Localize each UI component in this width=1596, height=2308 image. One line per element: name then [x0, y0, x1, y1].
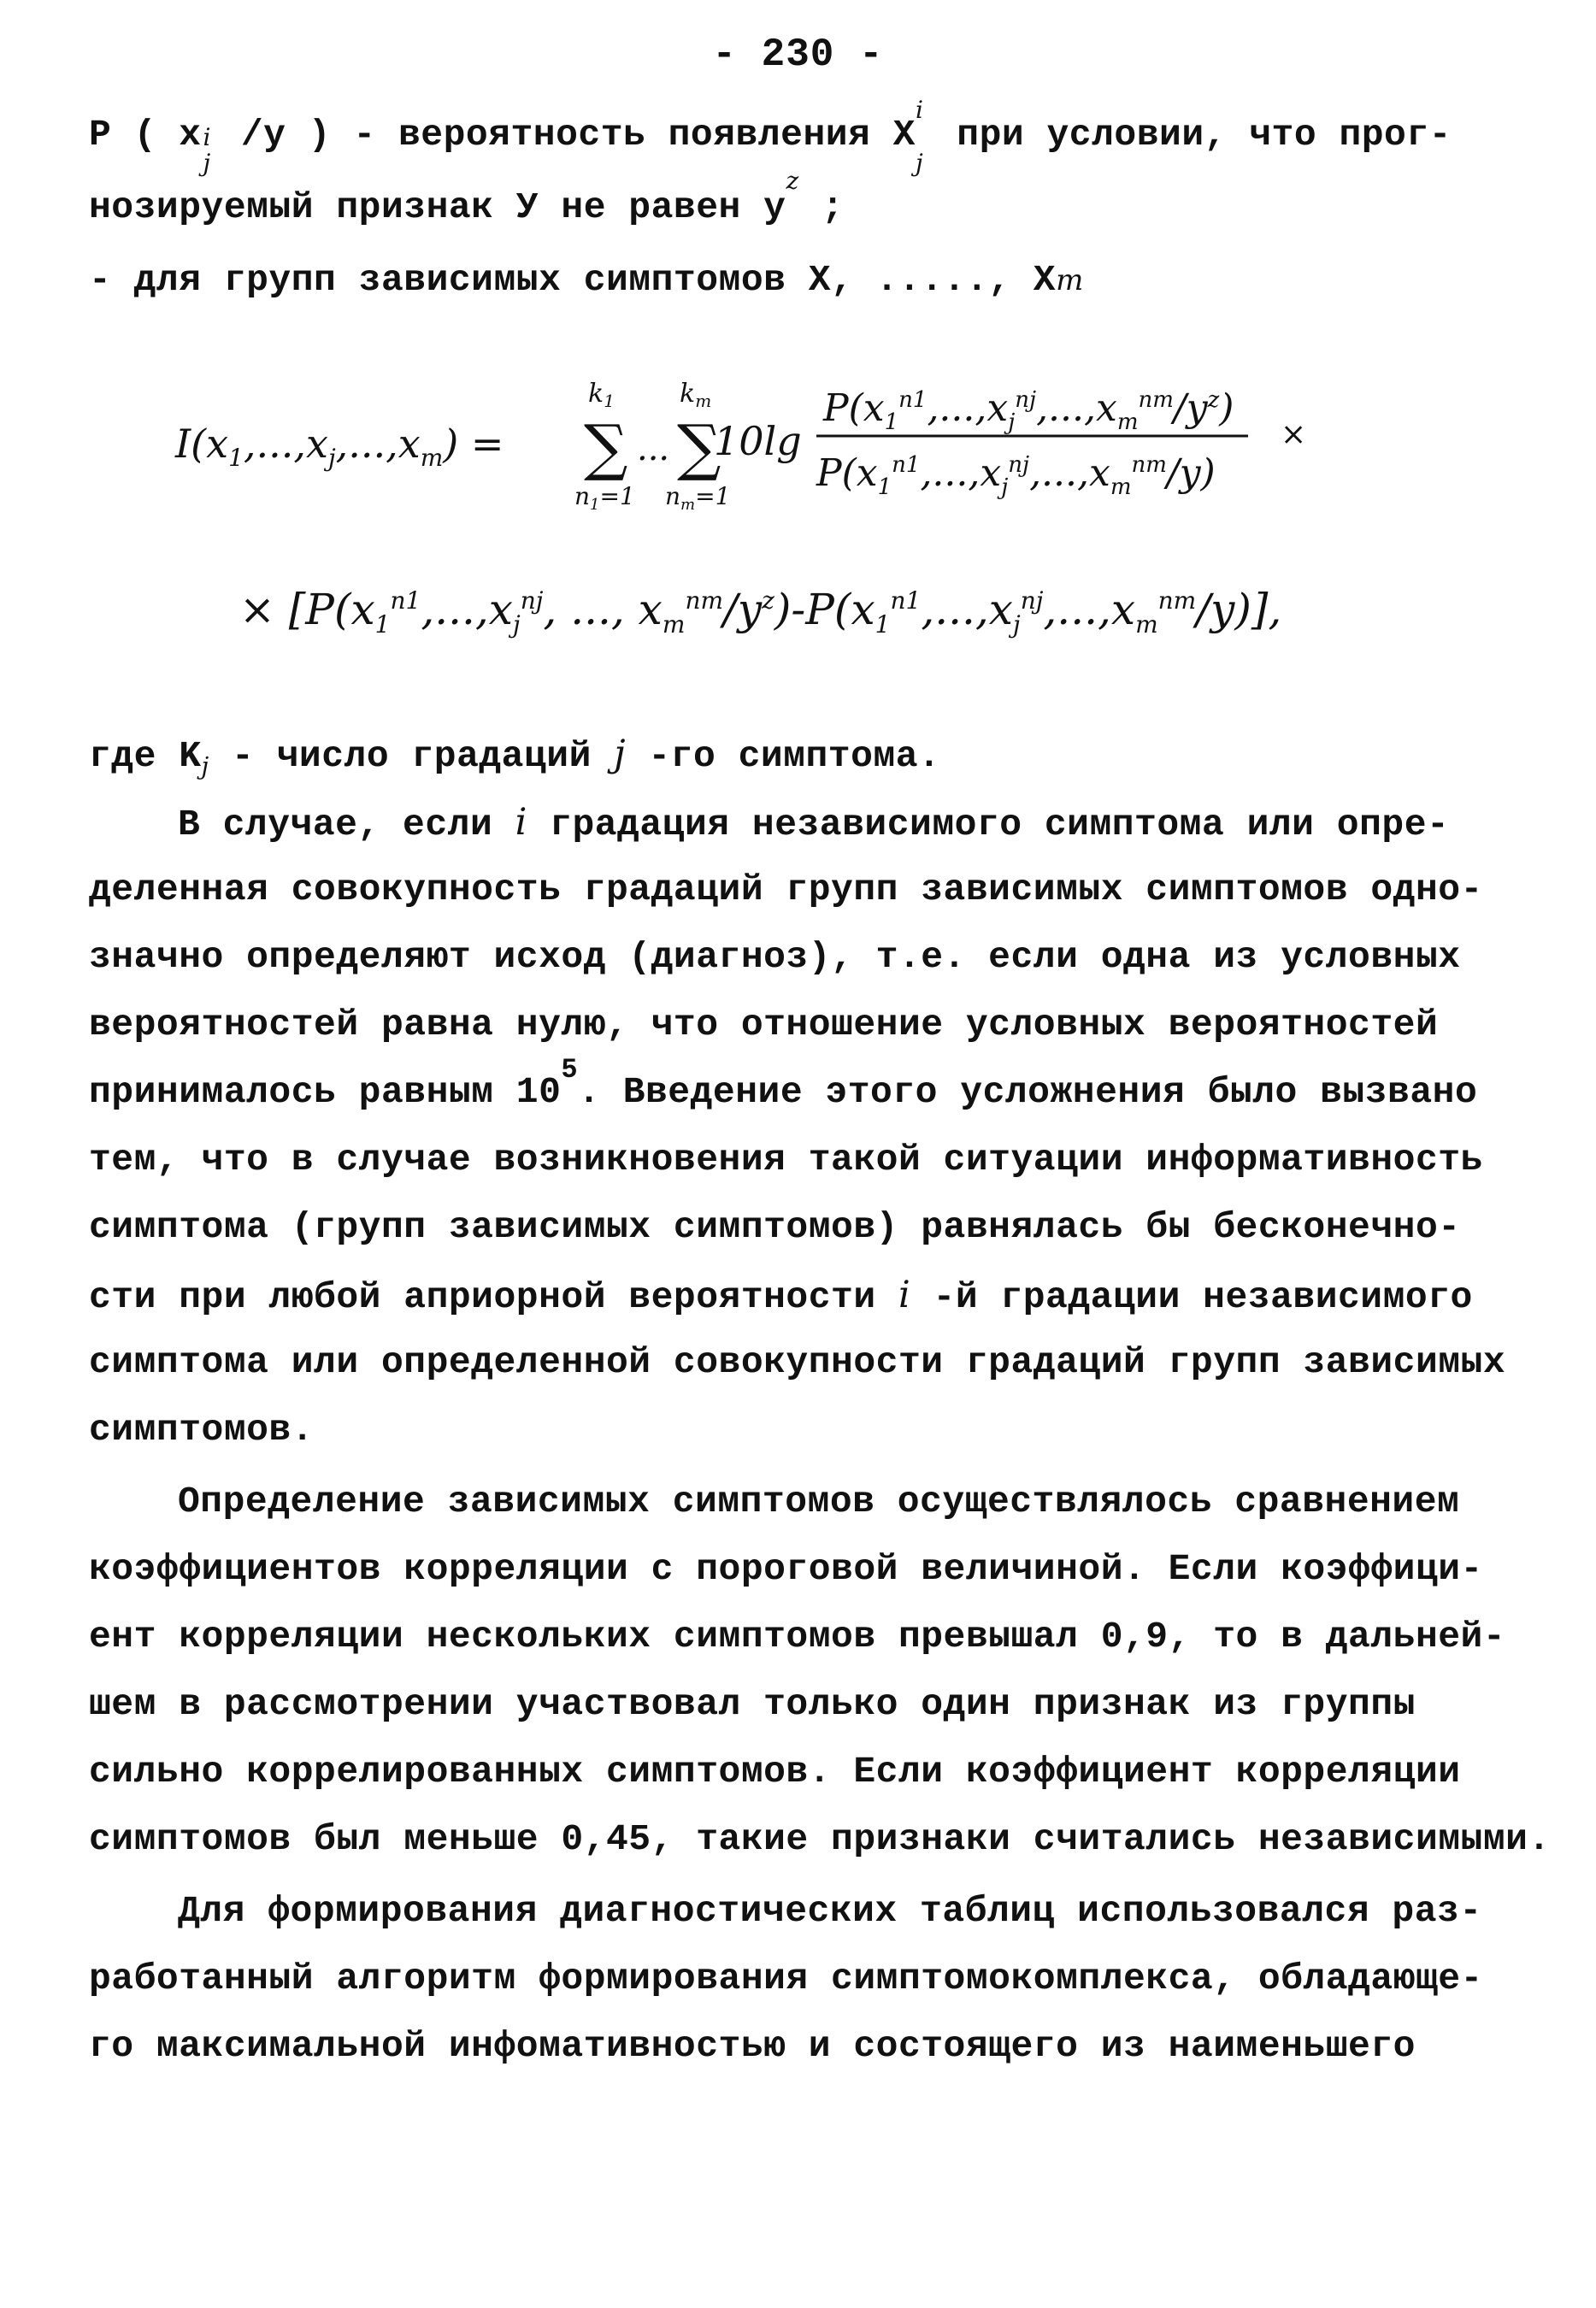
paragraph-1-line-5	[89, 1053, 1478, 1118]
paragraph-2-line-4: шем в рассмотрении участвовал только один признак из группы	[89, 1683, 1416, 1725]
paragraph-2-line-5: сильно коррелированных симптомов. Если коэффициент корреляции	[89, 1751, 1461, 1793]
paragraph-1-line-10: симптомов.	[89, 1409, 315, 1451]
superscript-z: z	[786, 166, 799, 195]
formula-log: 10lg	[714, 418, 802, 464]
text-segment: принималось равным 10	[89, 1071, 562, 1113]
information-formula	[0, 359, 1596, 684]
sum-2-icon: ∑	[677, 411, 721, 483]
text-segment: где K	[89, 735, 202, 777]
paragraph-3-line-1: Для формирования диагностических таблиц использовался раз-	[178, 1890, 1482, 1932]
paragraph-1-line-1	[178, 797, 1449, 851]
sum-1-icon: ∑	[584, 411, 628, 483]
paragraph-3-line-3: го максимальной инфомативностью и состоящего из наименьшего	[89, 2025, 1416, 2067]
text-segment: В случае, если	[178, 804, 515, 845]
text-segment: нозируемый признак У не равен y	[89, 186, 786, 228]
text-line-3	[89, 255, 1084, 306]
text-segment: . Введение этого усложнения было вызвано	[578, 1071, 1478, 1113]
italic-j: j	[614, 733, 627, 775]
superscript-5: 5	[561, 1053, 579, 1086]
formula-svg	[0, 359, 1596, 684]
sum-2-top: $k_m$	[680, 379, 712, 411]
paragraph-2-line-6: симптомов был меньше 0,45, такие признаки считались независимыми.	[89, 1818, 1551, 1860]
italic-i: i	[515, 801, 527, 844]
text-segment: - число градаций	[209, 735, 615, 777]
paragraph-2-line-2: коэффициентов корреляции с пороговой величиной. Если коэффици-	[89, 1548, 1483, 1590]
paragraph-1-line-2: деленная совокупность градаций групп зависимых симптомов одно-	[89, 868, 1483, 910]
text-line-2	[89, 166, 845, 233]
text-segment: ;	[798, 186, 845, 228]
text-segment: градация независимого симптома или опре-	[527, 804, 1450, 845]
formula-times: ×	[1281, 417, 1307, 452]
subscript-j: j	[201, 751, 209, 780]
text-segment: -го симптома.	[626, 735, 941, 777]
formula-lhs: $I(x_1,...,x_j,...,x_m)$ =	[175, 421, 504, 472]
paragraph-1-line-6: тем, что в случае возникновения такой ситуации информативность	[89, 1139, 1483, 1180]
text-line-1: P ( x i j /y ) - вероятность появления X i j при условии, что прог-	[89, 96, 1452, 177]
paragraph-2-line-1: Определение зависимых симптомов осуществлялось сравнением	[178, 1481, 1460, 1522]
paragraph-1-line-7: симптома (групп зависимых симптомов) равнялась бы бесконечно-	[89, 1206, 1461, 1248]
paragraph-1-line-8	[89, 1269, 1473, 1323]
text-line-after-formula	[89, 728, 940, 782]
formula-denominator: $P(x_1^{n1},...,x_j^{nj},...,x_m^{nm}/y)$	[816, 451, 1216, 500]
subscript-m: m	[1056, 263, 1084, 297]
paragraph-1-line-4: вероятностей равна нулю, что отношение условных вероятностей	[89, 1004, 1439, 1045]
text-segment: - для групп зависимых симптомов X, ....., X	[89, 259, 1057, 301]
paragraph-3-line-2: работанный алгоритм формирования симптомокомплекса, обладающе-	[89, 1958, 1483, 1999]
text-segment: /y ) - вероятность появления X	[218, 114, 916, 156]
sum-1-bottom: $n_1=1$	[574, 482, 635, 514]
page-number: - 230 -	[712, 32, 884, 77]
text-segment: при условии, что прог-	[933, 114, 1452, 156]
formula-line-2: × [$P(x_1^{n1},...,x_j^{nj}$, ..., $x_m^{nm}/y^z)-P(x_1^{n1},...,x_j^{nj},...,x_m^{nm}/y)$],	[239, 585, 1282, 639]
text-segment: -й градации независимого	[910, 1276, 1473, 1318]
text-segment: P ( x	[89, 114, 202, 156]
paragraph-2-line-3: ент корреляции нескольких симптомов превышал 0,9, то в дальней-	[89, 1616, 1506, 1657]
paragraph-1-line-3: значно определяют исход (диагноз), т.е. если одна из условных	[89, 936, 1461, 978]
text-segment: сти при любой априорной вероятности	[89, 1276, 898, 1318]
sum-2-bottom: $n_m=1$	[665, 482, 731, 514]
formula-numerator: $P(x_1^{n1},...,x_j^{nj},...,x_m^{nm}/y^z)$	[823, 386, 1234, 435]
formula-dots: ...	[637, 429, 670, 468]
sum-1-top: $k_1$	[588, 379, 615, 411]
paragraph-1-line-9: симптома или определенной совокупности градаций групп зависимых	[89, 1341, 1506, 1383]
italic-i: i	[898, 1274, 911, 1316]
